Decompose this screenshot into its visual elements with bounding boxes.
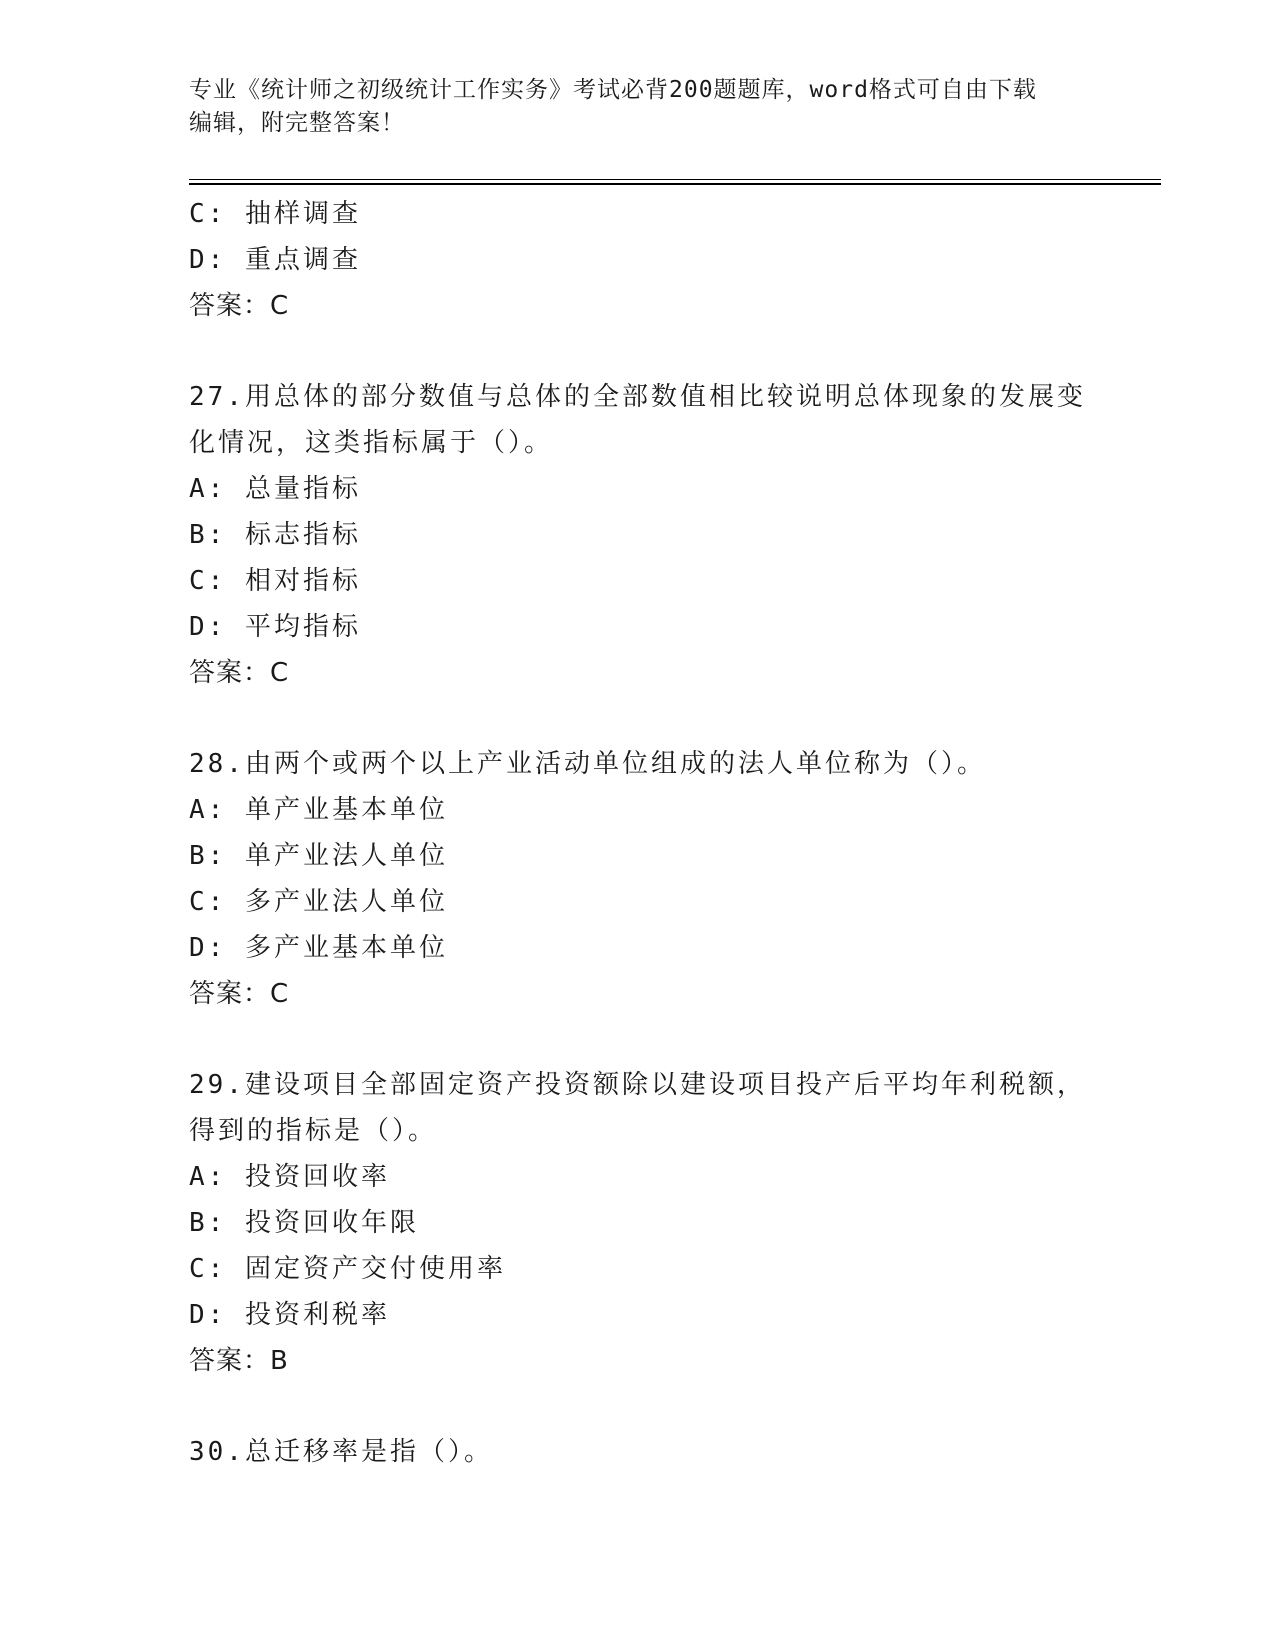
answer-line: 答案：B	[189, 1346, 289, 1376]
question-text-line: 28.由两个或两个以上产业活动单位组成的法人单位称为（）。	[189, 749, 986, 779]
answer-line: 答案：C	[189, 658, 290, 688]
option-c: C: 多产业法人单位	[189, 887, 448, 917]
question-block-28	[189, 741, 1089, 1017]
question-block-26	[189, 191, 1089, 329]
header-rule-thin	[189, 179, 1161, 180]
option-b: B: 投资回收年限	[189, 1208, 419, 1238]
option-c: C: 固定资产交付使用率	[189, 1254, 506, 1284]
option-d: D: 平均指标	[189, 612, 361, 642]
header-line-1: 专业《统计师之初级统计工作实务》考试必背200题题库，word格式可自由下载	[189, 77, 1037, 103]
option-c: C: 抽样调查	[189, 199, 361, 229]
spacer	[189, 1384, 1089, 1429]
question-text-line: 30.总迁移率是指（）。	[189, 1437, 493, 1467]
question-block-29	[189, 1062, 1089, 1384]
spacer	[189, 1017, 1089, 1062]
option-b: B: 标志指标	[189, 520, 361, 550]
question-block-30	[189, 1429, 1089, 1475]
question-block-27	[189, 374, 1089, 696]
question-text-line: 29.建设项目全部固定资产投资额除以建设项目投产后平均年利税额，	[189, 1070, 1086, 1100]
option-a: A: 投资回收率	[189, 1162, 390, 1192]
question-text-line: 27.用总体的部分数值与总体的全部数值相比较说明总体现象的发展变	[189, 382, 1086, 412]
spacer	[189, 329, 1089, 374]
spacer	[189, 696, 1089, 741]
answer-line: 答案：C	[189, 979, 290, 1009]
option-a: A: 单产业基本单位	[189, 795, 448, 825]
header-rule-thick	[189, 183, 1161, 185]
option-c: C: 相对指标	[189, 566, 361, 596]
option-d: D: 多产业基本单位	[189, 933, 448, 963]
option-d: D: 重点调查	[189, 245, 361, 275]
question-list	[189, 191, 1089, 1475]
option-d: D: 投资利税率	[189, 1300, 390, 1330]
option-b: B: 单产业法人单位	[189, 841, 448, 871]
question-text-line: 化情况，这类指标属于（）。	[189, 428, 554, 458]
document-header	[189, 74, 1089, 140]
header-line-2: 编辑，附完整答案！	[189, 110, 405, 136]
answer-line: 答案：C	[189, 291, 290, 321]
question-text-line: 得到的指标是（）。	[189, 1116, 438, 1146]
option-a: A: 总量指标	[189, 474, 361, 504]
